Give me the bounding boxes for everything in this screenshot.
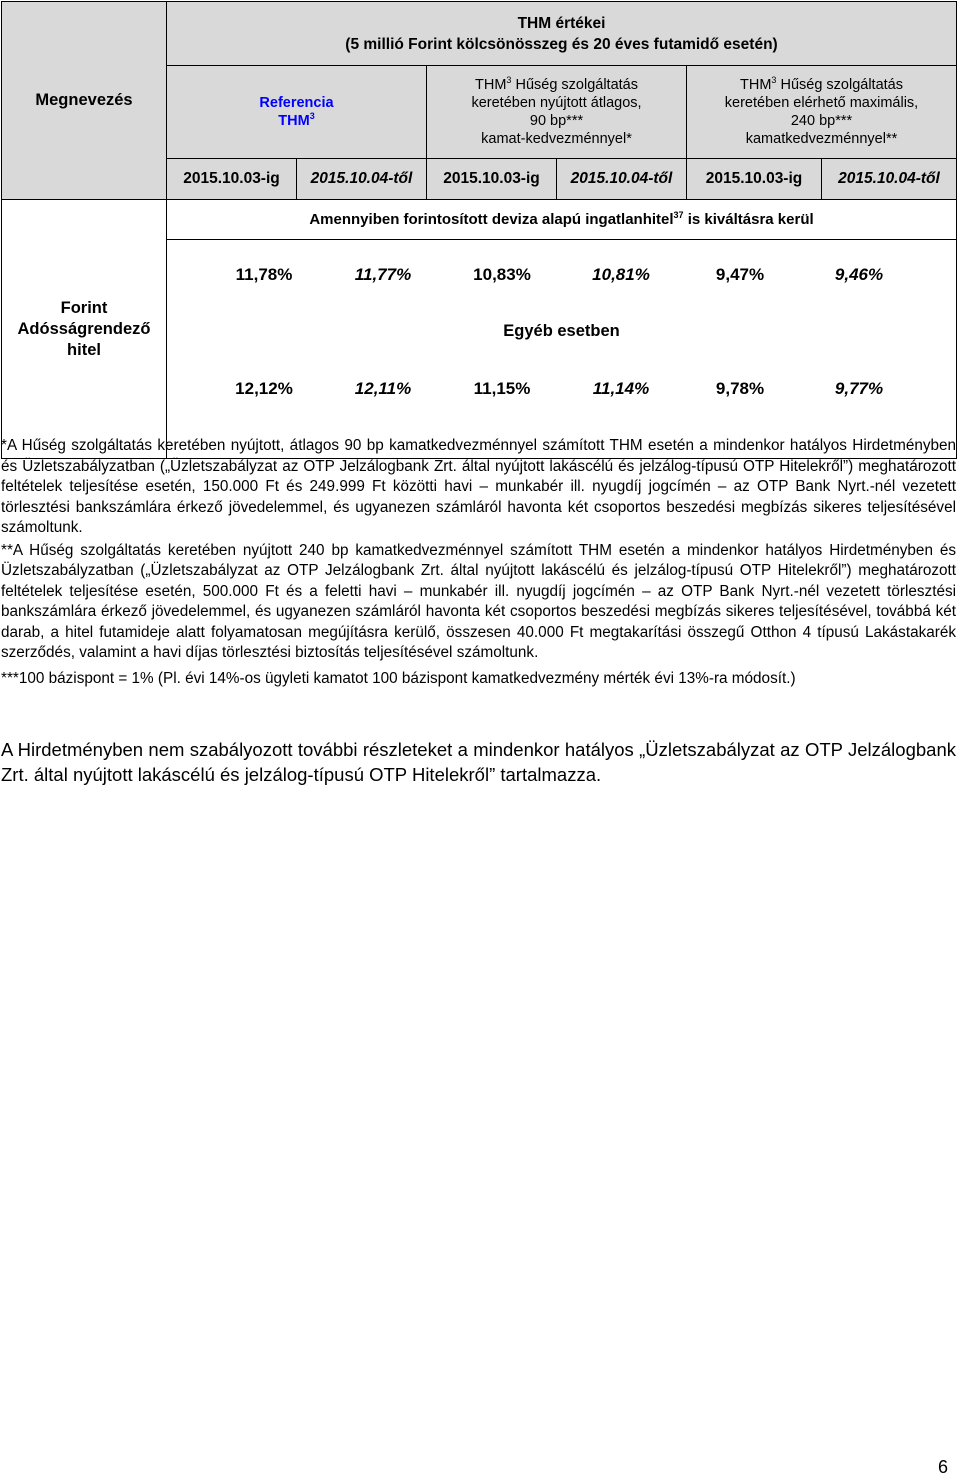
- date-cell: 2015.10.03-ig: [687, 159, 822, 200]
- date-cell: 2015.10.04-től: [297, 159, 427, 200]
- row-label-line-3: hitel: [67, 340, 101, 359]
- row-label-line-2: Adósságrendező: [17, 319, 151, 338]
- footnote-1: *A Hűség szolgáltatás keretében nyújtott, átlagos 90 bp kamatkedvezménnyel számított THM esetén a mindenkor hatályos Hirdetményben és Üzletszabályzatban („Üzletszabályzat az OTP Jelzálogbank Zrt. által nyújtott lakáscélú és jelzálog-típusú OTP Hitelekről”) meghatározott feltételek teljesítése esetén, 150.000 Ft és 249.999 Ft közötti havi – munkabér ill. nyugdíj jogcímén – az OTP Bank Nyrt.-nél vezetett törlesztési bankszámlára érkező jövedelemmel, és ugyanezen számláról havonta két csoportos beszedési megbízás sikeres teljesítésével számoltunk.: [1, 437, 956, 536]
- footnote-2: **A Hűség szolgáltatás keretében nyújtott 240 bp kamatkedvezménnyel számított THM esetén a mindenkor hatályos Hirdetményben és Üzletszabályzatban („Üzletszabályzat az OTP Jelzálogbank Zrt. által nyújtott lakáscélú és jelzálog-típusú OTP Hitelekről”) meghatározott feltételek teljesítése esetén, 500.000 Ft és a feletti havi – munkabér ill. nyugdíj jogcímén – az OTP Bank Nyrt.-nél vezetett törlesztési bankszámlára érkező jövedelemmel, és ugyanezen számláról havonta két csoportos beszedési megbízás sikeres teljesítésével, továbbá két darab, a hitel futamideje alatt folyamatosan megújításra kerülő, összesen 40.000 Ft megtakarítási összegű Otthon 4 típusú Lakástakarék szerződés, valamint a havi díjas törlesztési biztosítás teljesítésével számoltunk.: [1, 541, 956, 661]
- title-line-1: THM értékei: [517, 14, 606, 32]
- values-case2: [167, 379, 956, 399]
- header-megnevezes: [2, 2, 167, 200]
- page-number: 6: [937, 1457, 948, 1477]
- value-cell: 11,14%: [592, 379, 650, 398]
- case1-text-post: is kiváltásra kerül: [683, 211, 814, 228]
- referencia-line-2: THM: [278, 113, 310, 129]
- date-cell: 2015.10.04-től: [822, 159, 957, 200]
- max-sup: 3: [771, 75, 777, 86]
- case1-text: Amennyiben forintosított deviza alapú ingatlanhitel: [309, 211, 674, 228]
- atlag-line-1: Hűség szolgáltatás: [511, 77, 638, 93]
- max-line-3: 240 bp***: [790, 113, 853, 129]
- value-cell: 9,47%: [715, 265, 765, 284]
- max-thm: THM: [740, 77, 772, 93]
- date-cell: 2015.10.04-től: [557, 159, 687, 200]
- value-cell: 10,83%: [473, 265, 531, 284]
- max-line-4: kamatkedvezménnyel**: [745, 131, 898, 147]
- atlag-line-4: kamat-kedvezménnyel*: [481, 131, 632, 147]
- value-cell: 9,78%: [715, 379, 765, 398]
- atlag-line-3: 90 bp***: [529, 113, 584, 129]
- thm-table: [1, 1, 957, 459]
- value-cell: 12,12%: [235, 379, 293, 398]
- row-label-forint: [2, 200, 167, 459]
- footnote-3: ***100 bázispont = 1% (Pl. évi 14%-os ügyleti kamatot 100 bázispont kamatkedvezmény mérték évi 13%-ra módosít.): [1, 669, 796, 687]
- value-cell: 11,78%: [235, 265, 293, 284]
- max-line-2: keretében elérhető maximális,: [724, 95, 919, 111]
- max-line-1: Hűség szolgáltatás: [776, 77, 903, 93]
- atlag-thm: THM: [475, 77, 507, 93]
- table-title: [167, 2, 957, 66]
- referencia-line-1: Referencia: [259, 95, 334, 111]
- row-label-line-1: Forint: [60, 298, 108, 317]
- case1-description: [167, 200, 957, 240]
- atlag-line-2: keretében nyújtott átlagos,: [471, 95, 642, 111]
- header-atlagos: [427, 66, 687, 159]
- values-case1: [167, 265, 956, 285]
- value-cell: 10,81%: [592, 265, 650, 284]
- case1-sup: 37: [673, 210, 684, 220]
- header-maximalis: [687, 66, 957, 159]
- title-line-2: (5 millió Forint kölcsönösszeg és 20 éves futamidő esetén): [345, 35, 778, 53]
- value-cell: 9,77%: [834, 379, 884, 398]
- value-cell: 11,15%: [473, 379, 531, 398]
- value-cell: 9,46%: [834, 265, 884, 284]
- date-cell: 2015.10.03-ig: [167, 159, 297, 200]
- atlag-sup: 3: [506, 75, 512, 86]
- value-cell: 12,11%: [354, 379, 412, 398]
- footnotes: [1, 436, 956, 695]
- value-cell: 11,77%: [354, 265, 412, 284]
- closing-paragraph: A Hirdetményben nem szabályozott további részleteket a mindenkor hatályos „Üzletszabályzat az OTP Jelzálogbank Zrt. által nyújtott lakáscélú és jelzálog-típusú OTP Hitelekről” tartalmazza.: [1, 739, 956, 785]
- megnevezes-label: Megnevezés: [35, 91, 133, 109]
- date-cell: 2015.10.03-ig: [427, 159, 557, 200]
- header-referencia: [167, 66, 427, 159]
- case2-label: Egyéb esetben: [503, 322, 620, 340]
- values-cell: [167, 240, 957, 459]
- referencia-sup: 3: [309, 111, 315, 122]
